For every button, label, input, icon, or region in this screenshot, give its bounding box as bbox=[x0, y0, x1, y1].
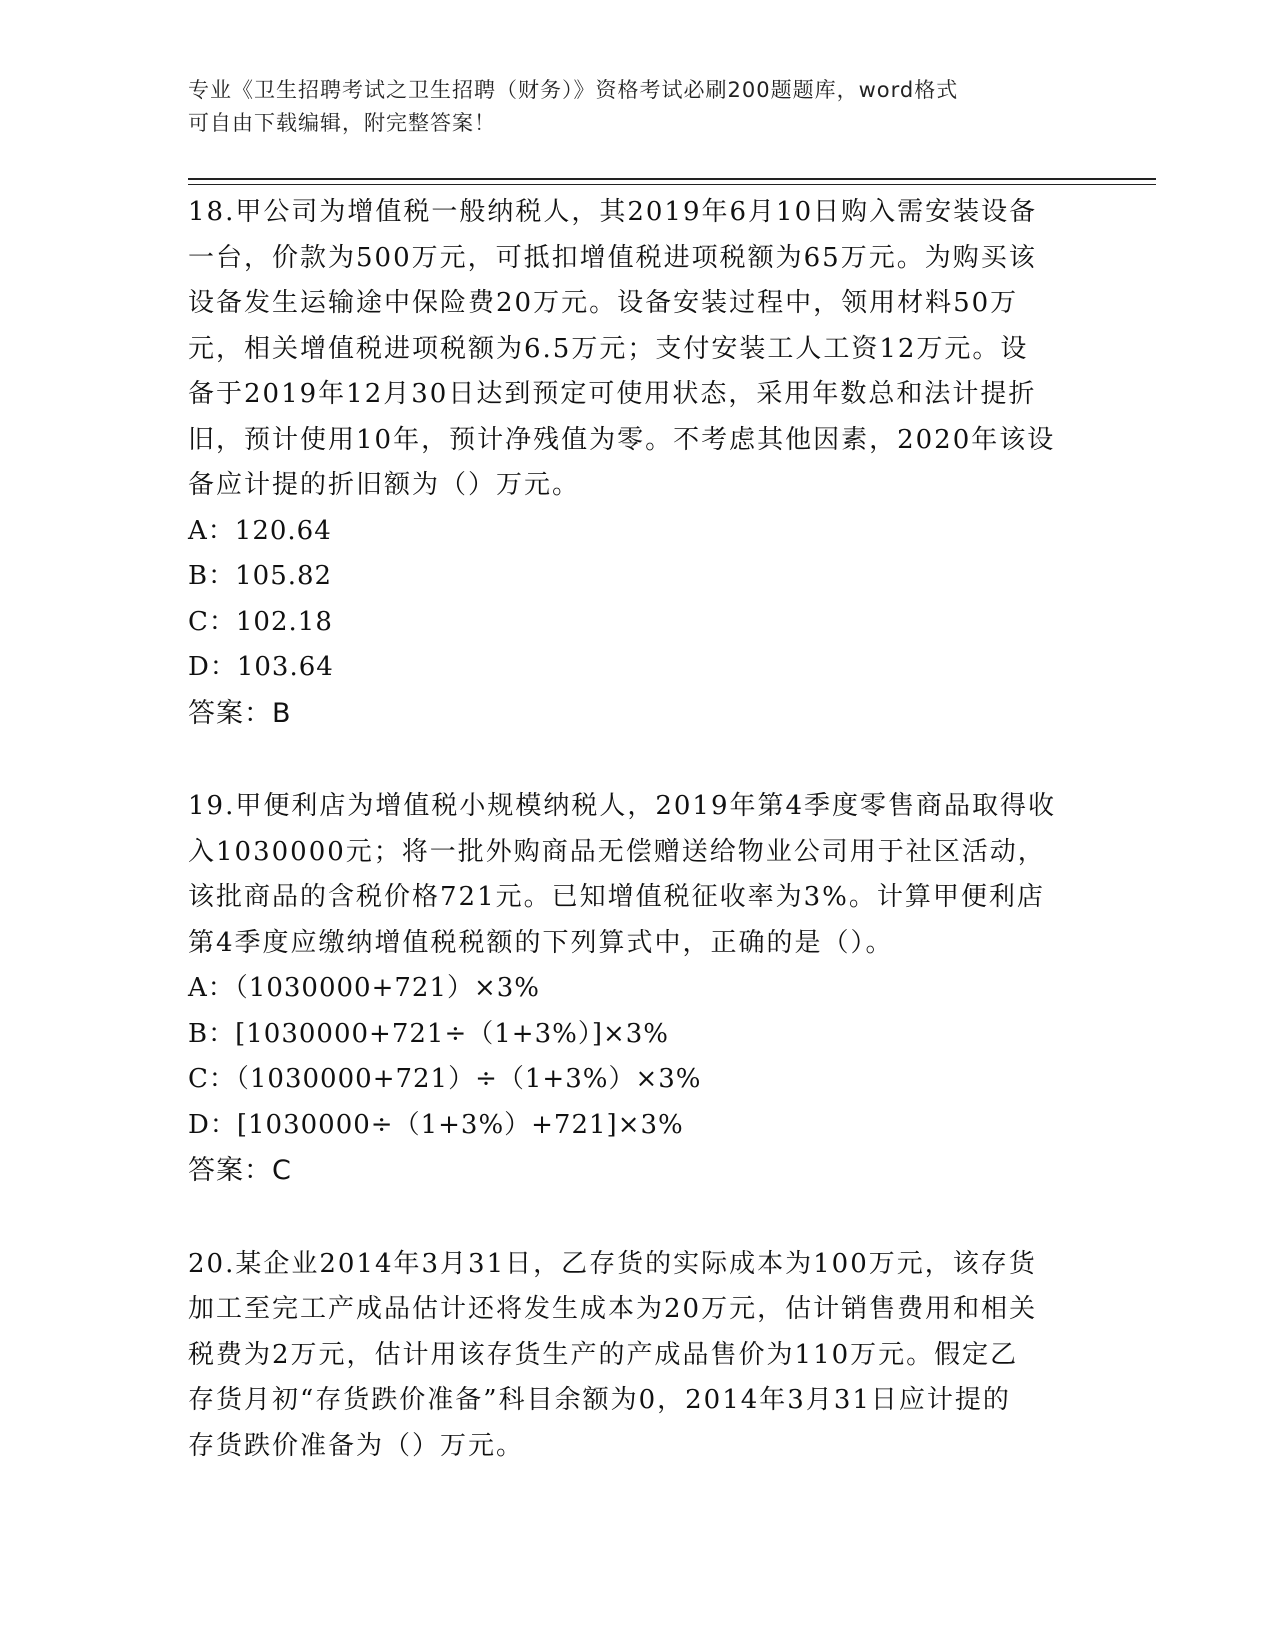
page-header bbox=[188, 74, 1068, 140]
stem-line: 存货月初“存货跌价准备”科目余额为0，2014年3月31日应计提的 bbox=[188, 1385, 1011, 1415]
stem-line: 该批商品的含税价格721元。已知增值税征收率为3%。计算甲便利店 bbox=[188, 882, 1045, 912]
header-line-2: 可自由下载编辑，附完整答案！ bbox=[188, 111, 496, 135]
question-stem bbox=[188, 1242, 1088, 1470]
stem-line: 存货跌价准备为（）万元。 bbox=[188, 1430, 525, 1461]
question-stem bbox=[188, 190, 1088, 509]
stem-line: 备应计提的折旧额为（）万元。 bbox=[188, 470, 581, 500]
stem-line: 19.甲便利店为增值税小规模纳税人，2019年第4季度零售商品取得收 bbox=[188, 791, 1057, 821]
stem-line: 加工至完工产成品估计还将发生成本为20万元，估计销售费用和相关 bbox=[188, 1294, 1038, 1324]
stem-line: 元，相关增值税进项税额为6.5万元；支付安装工人工资12万元。设 bbox=[188, 333, 1029, 364]
question-list bbox=[188, 190, 1088, 1469]
stem-line: 备于2019年12月30日达到预定可使用状态，采用年数总和法计提折 bbox=[188, 379, 1037, 409]
question-stem bbox=[188, 784, 1088, 966]
option-c: C：102.18 bbox=[188, 606, 333, 637]
stem-line: 税费为2万元，估计用该存货生产的产成品售价为110万元。假定乙 bbox=[188, 1339, 1019, 1370]
option-a: A：120.64 bbox=[188, 515, 332, 546]
option-d: D：103.64 bbox=[188, 652, 334, 682]
header-rule-thin bbox=[188, 184, 1156, 185]
question-20 bbox=[188, 1242, 1088, 1470]
stem-line: 一台，价款为500万元，可抵扣增值税进项税额为65万元。为购买该 bbox=[188, 242, 1037, 273]
question-18 bbox=[188, 190, 1088, 736]
stem-line: 入1030000元；将一批外购商品无偿赠送给物业公司用于社区活动， bbox=[188, 836, 1046, 867]
question-gap bbox=[188, 1194, 1088, 1242]
stem-line: 第4季度应缴纳增值税税额的下列算式中，正确的是（）。 bbox=[188, 927, 894, 958]
stem-line: 旧，预计使用10年，预计净残值为零。不考虑其他因素，2020年该设 bbox=[188, 424, 1056, 455]
stem-line: 18.甲公司为增值税一般纳税人，其2019年6月10日购入需安装设备 bbox=[188, 197, 1038, 227]
question-gap bbox=[188, 736, 1088, 784]
answer-label: 答案：C bbox=[188, 1155, 292, 1186]
option-b: B：[1030000+721÷（1+3%）]×3% bbox=[188, 1018, 669, 1049]
option-d: D：[1030000÷（1+3%）+721]×3% bbox=[188, 1109, 684, 1140]
header-line-1: 专业《卫生招聘考试之卫生招聘（财务）》资格考试必刷200题题库，word格式 bbox=[188, 78, 959, 102]
answer-label: 答案：B bbox=[188, 697, 292, 729]
header-rule-thick bbox=[188, 178, 1156, 180]
option-b: B：105.82 bbox=[188, 561, 333, 591]
stem-line: 设备发生运输途中保险费20万元。设备安装过程中，领用材料50万 bbox=[188, 288, 1019, 318]
option-a: A：（1030000+721）×3% bbox=[188, 973, 541, 1003]
stem-line: 20.某企业2014年3月31日，乙存货的实际成本为100万元，该存货 bbox=[188, 1248, 1037, 1279]
option-c: C：（1030000+721）÷（1+3%）×3% bbox=[188, 1064, 702, 1094]
question-19 bbox=[188, 784, 1088, 1194]
